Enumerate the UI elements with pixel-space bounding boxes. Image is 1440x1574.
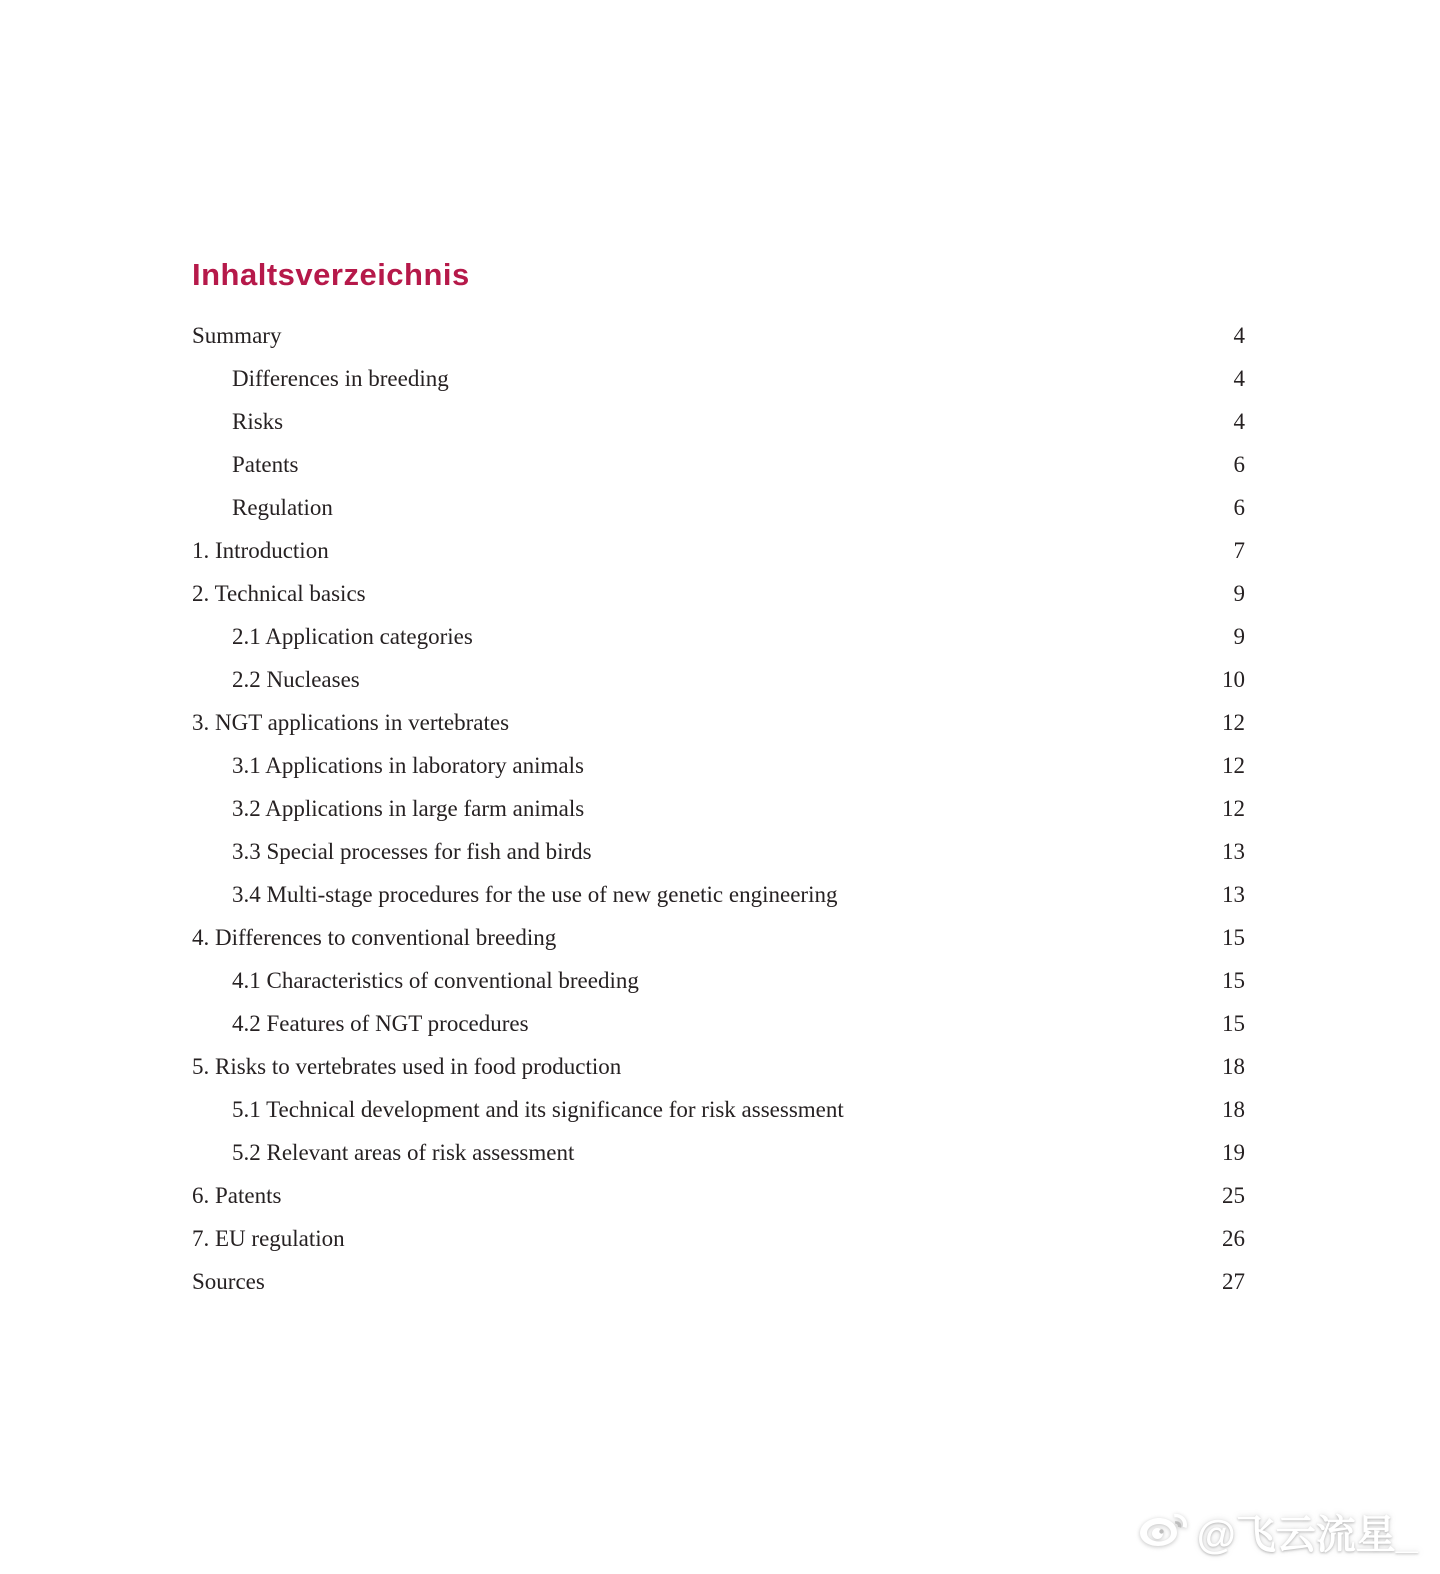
toc-entry-label[interactable]: Summary [192, 323, 282, 348]
toc-entry-label[interactable]: 1. Introduction [192, 538, 329, 563]
toc-row[interactable] [192, 400, 1245, 443]
toc-row[interactable] [192, 701, 1245, 744]
toc-entry-page-number: 13 [1222, 882, 1245, 907]
toc-entry-page-number: 12 [1222, 710, 1245, 735]
toc-entry-label[interactable]: 4.1 Characteristics of conventional breeding [232, 968, 639, 993]
toc-row[interactable] [192, 486, 1245, 529]
toc-entry-label[interactable]: 6. Patents [192, 1183, 282, 1208]
watermark-handle: @飞云流星_ [1196, 1513, 1418, 1557]
toc-entry-page-number: 27 [1222, 1269, 1245, 1294]
watermark [1137, 1503, 1418, 1560]
toc-entry-label[interactable]: 5. Risks to vertebrates used in food production [192, 1054, 622, 1079]
toc-row[interactable] [192, 1002, 1245, 1045]
toc-entry-page-number: 13 [1222, 839, 1245, 864]
toc-entry-page-number: 12 [1222, 796, 1245, 821]
toc-entry-label[interactable]: Sources [192, 1269, 265, 1294]
toc-row[interactable] [192, 357, 1245, 400]
weibo-logo-icon [1137, 1504, 1191, 1560]
toc-entry-page-number: 6 [1233, 495, 1245, 520]
toc-entry-page-number: 4 [1233, 323, 1245, 348]
toc-entry-label[interactable]: Risks [232, 409, 284, 434]
toc-entry-label[interactable]: 2. Technical basics [192, 581, 366, 606]
toc-row[interactable] [192, 916, 1245, 959]
toc-entry-page-number: 7 [1233, 538, 1245, 563]
toc-entry-label[interactable]: 5.1 Technical development and its significance for risk assessment [232, 1097, 844, 1122]
toc-row[interactable] [192, 658, 1245, 701]
toc-entry-label[interactable]: 2.1 Application categories [232, 624, 473, 649]
toc-entry-label[interactable]: Regulation [232, 495, 333, 520]
toc-entry-page-number: 9 [1233, 624, 1245, 649]
toc-row[interactable] [192, 787, 1245, 830]
toc-entry-label[interactable]: 3.3 Special processes for fish and birds [232, 839, 592, 864]
toc-entry-label[interactable]: 7. EU regulation [192, 1226, 345, 1251]
toc-entry-page-number: 26 [1222, 1226, 1245, 1251]
toc-entry-label[interactable]: 5.2 Relevant areas of risk assessment [232, 1140, 575, 1165]
toc-row[interactable] [192, 830, 1245, 873]
toc-entry-label[interactable]: 3.1 Applications in laboratory animals [232, 753, 584, 778]
toc-entry-page-number: 12 [1222, 753, 1245, 778]
toc-entry-page-number: 15 [1222, 925, 1245, 950]
toc-entry-page-number: 4 [1233, 409, 1245, 434]
toc-entry-page-number: 25 [1222, 1183, 1245, 1208]
toc-entry-label[interactable]: 2.2 Nucleases [232, 667, 360, 692]
toc-row[interactable] [192, 615, 1245, 658]
toc-entry-label[interactable]: 3.4 Multi-stage procedures for the use of new genetic engineering [232, 882, 838, 907]
toc-entry-label[interactable]: 3.2 Applications in large farm animals [232, 796, 585, 821]
toc-entry-page-number: 15 [1222, 968, 1245, 993]
toc-row[interactable] [192, 959, 1245, 1002]
toc-entry-page-number: 9 [1233, 581, 1245, 606]
toc-row[interactable] [192, 873, 1245, 916]
toc-row[interactable] [192, 1131, 1245, 1174]
toc-entry-page-number: 15 [1222, 1011, 1245, 1036]
table-of-contents [192, 314, 1245, 1303]
toc-entry-page-number: 10 [1222, 667, 1245, 692]
toc-row[interactable] [192, 1088, 1245, 1131]
toc-entry-page-number: 4 [1233, 366, 1245, 391]
toc-row[interactable] [192, 1174, 1245, 1217]
toc-row[interactable] [192, 1217, 1245, 1260]
toc-row[interactable] [192, 314, 1245, 357]
toc-entry-label[interactable]: 3. NGT applications in vertebrates [192, 710, 510, 735]
toc-entry-label[interactable]: Differences in breeding [232, 366, 449, 391]
toc-entry-page-number: 6 [1233, 452, 1245, 477]
toc-row[interactable] [192, 443, 1245, 486]
toc-row[interactable] [192, 744, 1245, 787]
toc-entry-page-number: 18 [1222, 1054, 1245, 1079]
toc-entry-page-number: 19 [1222, 1140, 1245, 1165]
toc-row[interactable] [192, 1260, 1245, 1303]
toc-row[interactable] [192, 1045, 1245, 1088]
toc-entry-page-number: 18 [1222, 1097, 1245, 1122]
toc-entry-label[interactable]: 4.2 Features of NGT procedures [232, 1011, 529, 1036]
toc-row[interactable] [192, 572, 1245, 615]
page-title: Inhaltsverzeichnis [192, 256, 470, 292]
toc-row[interactable] [192, 529, 1245, 572]
toc-entry-label[interactable]: Patents [232, 452, 299, 477]
toc-entry-label[interactable]: 4. Differences to conventional breeding [192, 925, 557, 950]
